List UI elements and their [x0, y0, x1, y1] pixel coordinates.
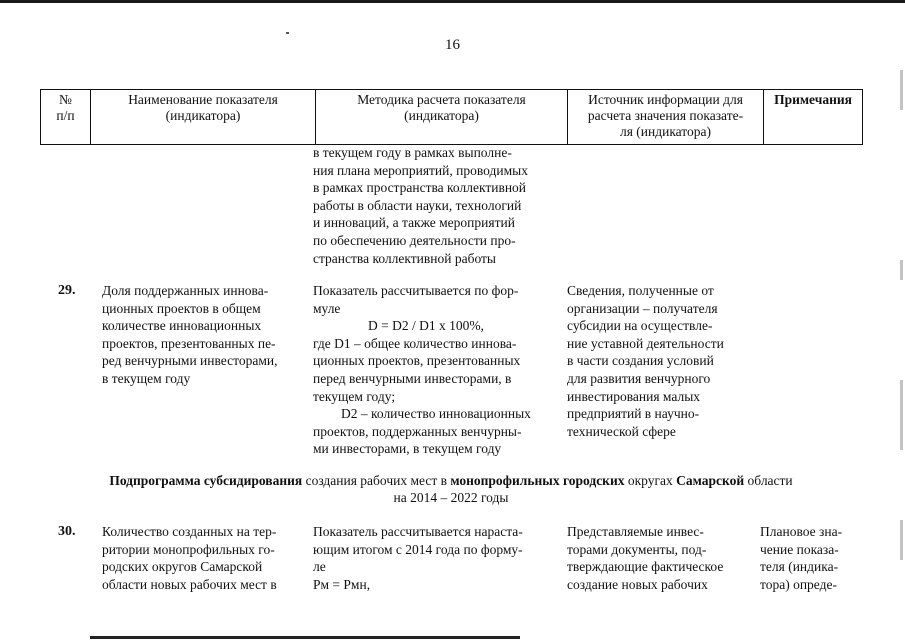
text-line: в рамках пространства коллективной: [313, 180, 527, 196]
subprogram-title: [40, 472, 862, 506]
information-source: [567, 523, 749, 593]
continued-method-text: [313, 144, 556, 267]
text-line: ми инвесторами, в текущем году: [313, 441, 502, 457]
header-cell-line: расчета значения показате-: [587, 108, 744, 123]
header-cell-line: №: [59, 92, 72, 107]
header-cell-line: Наименование показателя: [128, 92, 278, 107]
text-line: ние уставной деятельности: [567, 335, 724, 351]
text-line: перед венчурными инвесторами, в: [313, 370, 512, 386]
text-line: в текущем году в рамках выполне-: [313, 145, 512, 160]
header-information-source: [568, 90, 764, 145]
scan-bottom-line: [90, 636, 520, 639]
text-line: в части создания условий: [567, 353, 714, 369]
header-cell-line: п/п: [56, 108, 75, 123]
text-line: количестве инновационных: [102, 318, 262, 334]
text-line: предприятий в научно-: [567, 406, 700, 422]
title-fragment: Подпрограмма субсидирования: [109, 473, 303, 488]
title-fragment: округах: [624, 473, 677, 488]
scan-edge-noise: [900, 260, 903, 280]
header-notes: [764, 90, 863, 145]
text-line: тверждающие фактическое: [567, 559, 724, 575]
notes: [760, 523, 858, 593]
indicator-name: [102, 282, 302, 388]
text-line: теля (индика-: [760, 559, 839, 575]
text-line: текущем году;: [313, 388, 396, 404]
subprogram-title-line1: [40, 472, 862, 489]
page-number: 16: [445, 37, 460, 53]
text-line: D2 – количество инновационных: [341, 406, 531, 422]
text-line: родских округов Самарской: [102, 559, 263, 575]
scan-edge-noise: [900, 380, 903, 450]
text-line: тора) опреде-: [760, 576, 837, 592]
header-calculation-method: [316, 90, 568, 145]
text-line: по обеспечению деятельности про-: [313, 232, 516, 248]
text-line: ритории монопрофильных го-: [102, 541, 275, 557]
indicator-name: [102, 523, 302, 593]
text-line: и инноваций, а также мероприятий: [313, 215, 515, 231]
indicator-table-header: [40, 89, 863, 145]
row-number: 29.: [58, 283, 76, 298]
header-cell-line: (индикатора): [404, 108, 479, 123]
text-line: работы в области науки, технологий: [313, 197, 522, 213]
header-cell-line: ля (индикатора): [619, 124, 712, 139]
header-number: [41, 90, 91, 145]
title-fragment: создания рабочих мест в: [302, 473, 451, 488]
text-line: Представляемые инвес-: [567, 524, 704, 539]
text-line: субсидии на осуществле-: [567, 318, 713, 334]
text-line: создание новых рабочих: [567, 576, 708, 592]
formula: Рм = Рмн,: [313, 576, 371, 592]
title-fragment: Самарской: [676, 473, 745, 488]
text-line: торами документы, под-: [567, 541, 707, 557]
text-line: чение показа-: [760, 541, 839, 557]
text-line: проектов, поддержанных венчурны-: [313, 423, 522, 439]
text-line: технической сфере: [567, 423, 676, 439]
text-line: проектов, презентованных пе-: [102, 335, 276, 351]
text-line: ния плана мероприятий, проводимых: [313, 162, 528, 178]
text-line: ред венчурными инвесторами,: [102, 353, 278, 369]
text-line: странства коллективной работы: [313, 250, 496, 266]
calculation-method: [313, 523, 556, 593]
calculation-method: [313, 282, 556, 458]
information-source: [567, 282, 749, 440]
text-line: инвестирования малых: [567, 388, 701, 404]
text-line: Количество созданных на тер-: [102, 524, 277, 539]
text-line: Плановое зна-: [760, 524, 843, 539]
text-line: муле: [313, 300, 341, 316]
text-line: ционных проектов в общем: [102, 300, 261, 316]
text-line: Сведения, полученные от: [567, 283, 714, 298]
formula: D = D2 / D1 x 100%,: [368, 318, 484, 334]
text-line: Показатель рассчитывается нараста-: [313, 524, 523, 539]
text-line: ционных проектов, презентованных: [313, 353, 521, 369]
header-indicator-name: [91, 90, 316, 145]
subprogram-title-line2: на 2014 – 2022 годы: [393, 490, 509, 505]
scan-edge-noise: [900, 520, 903, 560]
text-line: области новых рабочих мест в: [102, 576, 277, 592]
text-line: для развития венчурного: [567, 370, 711, 386]
text-line: Показатель рассчитывается по фор-: [313, 283, 519, 298]
header-cell-line: (индикатора): [165, 108, 241, 123]
text-line: Доля поддержанных иннова-: [102, 283, 269, 298]
scan-speck: [286, 32, 289, 34]
header-cell-line: Примечания: [774, 92, 852, 107]
scan-edge-noise: [900, 70, 903, 110]
text-line: в текущем году: [102, 370, 191, 386]
text-line: ющим итогом с 2014 года по форму-: [313, 541, 523, 557]
text-line: ле: [313, 559, 326, 575]
row-number: 30.: [58, 524, 76, 539]
title-fragment: монопрофильных городских: [450, 473, 625, 488]
title-fragment: области: [744, 473, 793, 488]
text-line: где D1 – общее количество иннова-: [313, 335, 517, 351]
scan-top-border: [0, 0, 905, 3]
header-cell-line: Методика расчета показателя: [357, 92, 526, 107]
text-line: организации – получателя: [567, 300, 718, 316]
header-cell-line: Источник информации для: [588, 92, 743, 107]
